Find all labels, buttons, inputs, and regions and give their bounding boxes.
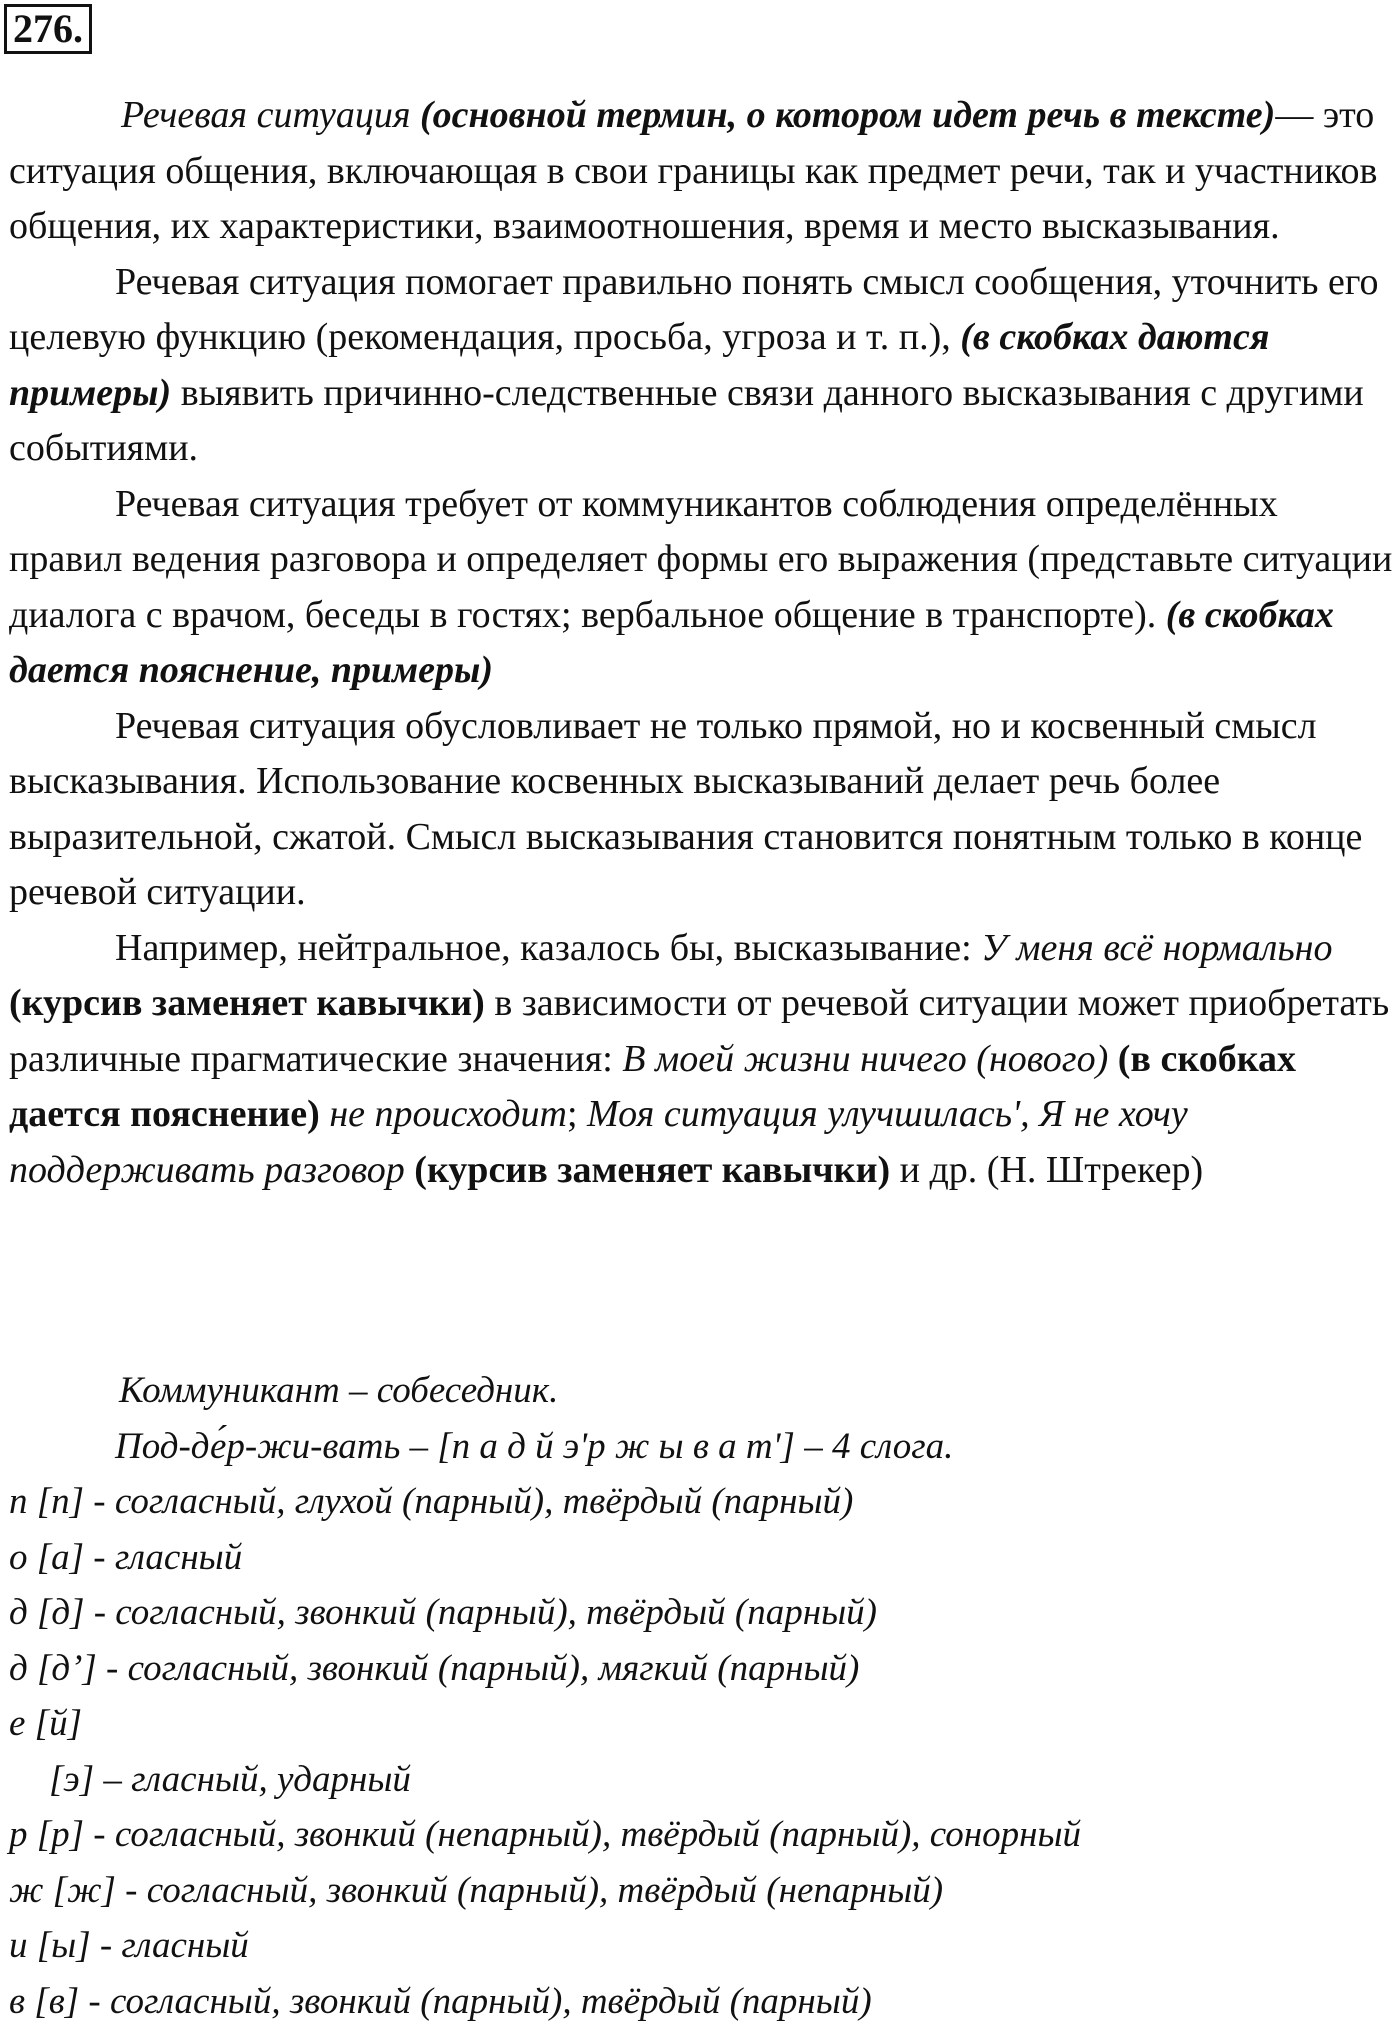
- paragraph-text: Например, нейтральное, казалось бы, высказывание:: [115, 927, 981, 969]
- space: [1108, 1038, 1118, 1080]
- term: Речевая ситуация: [121, 94, 420, 136]
- paragraph-text: выявить причинно-следственные связи данного высказывания с другими событиями.: [9, 372, 1364, 470]
- space: [405, 1149, 415, 1191]
- annotation: (в скобках дается пояснение): [9, 1038, 1296, 1136]
- letter-line: д [д] - согласный, звонкий (парный), твёрдый (парный): [9, 1585, 1399, 1641]
- paragraph-text: Речевая ситуация помогает правильно понять смысл сообщения, уточнить его целевую функцию (рекомендация, просьба, угроза и т. п.),: [9, 261, 1379, 359]
- paragraph-text: — это ситуация общения, включающая в свои границы как предмет речи, так и участников общения, их характеристики, взаимоотношения, время и место высказывания.: [9, 94, 1378, 247]
- letter-line: д [д’] - согласный, звонкий (парный), мягкий (парный): [9, 1641, 1399, 1697]
- letter-line: и [ы] - гласный: [9, 1918, 1399, 1974]
- punctuation: ;: [567, 1093, 587, 1135]
- letter-line: е [й]: [9, 1696, 1399, 1752]
- definition-line: Коммуникант – собеседник.: [9, 1363, 1399, 1419]
- paragraph-1: [9, 88, 1399, 255]
- example-phrase: не происходит: [329, 1093, 567, 1135]
- space: [320, 1093, 330, 1135]
- annotation: (в скобках дается пояснение, примеры): [9, 594, 1334, 692]
- paragraph-text: Речевая ситуация требует от коммуникантов соблюдения определённых правил ведения разговора и определяет формы его выражения (представьте ситуации диалога с врачом, беседы в гостях; вербальное общение в транспорте).: [9, 483, 1392, 636]
- paragraph-text: в зависимости от речевой ситуации может приобретать различные прагматические значения:: [9, 982, 1389, 1080]
- paragraph-text: Речевая ситуация обусловливает не только прямой, но и косвенный смысл высказывания. Использование косвенных высказываний делает речь более выразительной, сжатой. Смысл высказывания становится понятным только в конце речевой ситуации.: [9, 705, 1362, 914]
- word-analysis-line: Под-де́р-жи-вать – [п а д й э'р ж ы в а т'] – 4 слога.: [9, 1419, 1399, 1475]
- letter-line: о [а] - гласный: [9, 1530, 1399, 1586]
- annotation: (в скобках даются примеры): [9, 316, 1269, 414]
- example-phrase: В моей жизни ничего (нового): [622, 1038, 1108, 1080]
- example-phrase: Моя ситуация улучшилась', Я не хочу поддерживать разговор: [9, 1093, 1188, 1191]
- paragraph-3: [9, 477, 1399, 699]
- letter-line: [э] – гласный, ударный: [9, 1752, 1399, 1808]
- phonetic-analysis: [9, 1363, 1399, 2029]
- exercise-number: 276.: [4, 4, 92, 54]
- letter-line: п [п] - согласный, глухой (парный), твёрдый (парный): [9, 1474, 1399, 1530]
- paragraph-5: [9, 921, 1399, 1199]
- main-text: [9, 88, 1399, 1198]
- letter-line: ж [ж] - согласный, звонкий (парный), твёрдый (непарный): [9, 1863, 1399, 1919]
- example-phrase: У меня всё нормально: [981, 927, 1332, 969]
- paragraph-2: [9, 255, 1399, 477]
- letter-line: р [р] - согласный, звонкий (непарный), твёрдый (парный), сонорный: [9, 1807, 1399, 1863]
- letter-line: в [в] - согласный, звонкий (парный), твёрдый (парный): [9, 1974, 1399, 2029]
- annotation: (курсив заменяет кавычки): [9, 982, 485, 1024]
- annotation: (основной термин, о котором идет речь в тексте): [420, 94, 1275, 136]
- paragraph-4: [9, 699, 1399, 921]
- paragraph-text: и др. (Н. Штрекер): [890, 1149, 1203, 1191]
- annotation: (курсив заменяет кавычки): [414, 1149, 890, 1191]
